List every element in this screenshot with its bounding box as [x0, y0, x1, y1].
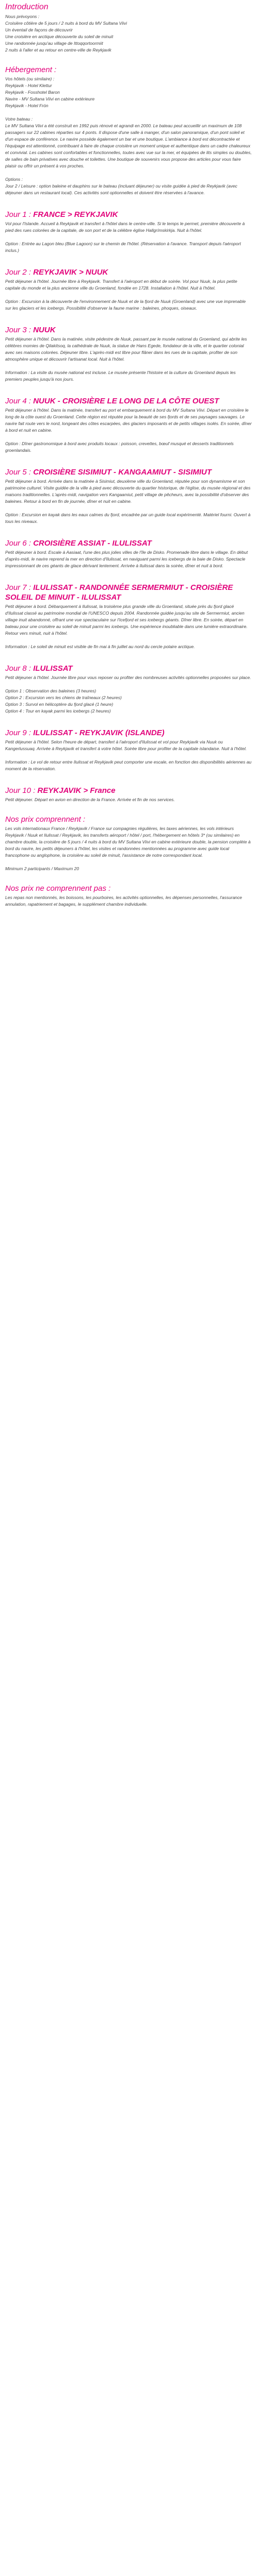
options-text: Jour 2 / Leisure : option baleine et dauphins sur le bateau (incluant déjeuner) ou visite guidée à pied de Reykjavik (avec déjeuner dans un restaurant local). Ces activités sont optionnelles et doivent être réservées à l'avance.: [5, 183, 237, 195]
lodging-line: Reykjavik - Hotel Frón: [5, 103, 49, 108]
day-heading: Jour 5 : CROISIÈRE SISIMIUT - KANGAAMIUT - SISIMIUT: [5, 468, 212, 477]
lodging-line: Reykjavik - Fosshotel Baron: [5, 90, 60, 95]
day-extra: Option 1 : Observation des baleines (3 heures) Option 2 : Excursion vers les chiens de traîneaux (2 heures) Option 3 : Survol en hélicoptère du fjord glacé (1 heure) Option 4 : Tour en kayak parmi les icebergs (2 heures): [5, 688, 122, 714]
lodging-line: Vos hôtels (ou similaire) :: [5, 76, 55, 81]
day-text: Petit déjeuner à l'hôtel. Journée libre à Reykjavik. Transfert à l'aéroport en début de soirée. Vol pour Nuuk, la plus petite capitale du monde et la plus ancienne ville du Groenland, fondée en 1728. Installation à l'hôtel. Nuit à l'hôtel.: [5, 279, 237, 291]
day-text: Petit déjeuner à l'hôtel. Dans la matinée, visite pédestre de Nuuk, passant par le musée national du Groenland, qui abrite les célèbres momies de Qilakitsoq, la cathédrale de Nuuk, la statue de Hans Egede, fondateur de la ville, et le quartier colonial avec ses maisons colorées. Déjeuner libre. L'après-midi est libre pour flâner dans les rues de la capitale, profiter de son atmosphère unique et découvrir l'artisanat local. Nuit à l'hôtel.: [5, 336, 247, 362]
lodging-title: Hébergement :: [5, 65, 57, 74]
day-heading: Jour 6 : CROISIÈRE ASSIAT - ILULISSAT: [5, 539, 152, 548]
day-text: Petit déjeuner à bord. Escale à Aasiaat, l'une des plus jolies villes de l'île de Disko. Promenade libre dans le village. En début d'après-midi, le navire reprend la mer en direction d'Ilulissat, en naviguant parmi les icebergs de la baie de Disko. Spectacle impressionnant de ces géants de glace dérivant lentement. Arrivée à Ilulissat dans la soirée, dîner et nuit à bord.: [5, 550, 248, 568]
day-extra: Option : Entrée au Lagon bleu (Blue Lagoon) sur le chemin de l'hôtel. (Réservation à l'avance. Transport depuis l'aéroport inclus.): [5, 241, 241, 253]
day-heading: Jour 4 : NUUK - CROISIÈRE LE LONG DE LA CÔTE OUEST: [5, 397, 219, 405]
day-text: Petit déjeuner. Départ en avion en direction de la France. Arrivée et fin de nos services.: [5, 797, 175, 802]
included-text: Les vols internationaux France / Reykjavik / France sur compagnies régulières, les taxes aériennes, les vols intérieurs Reykjavik / Nuuk et Ilulissat / Reykjavik, les transferts aéroport / hôtel / port, l'hébergement en hôtels 3* (ou similaires) en chambre double, la croisière de 5 jours / 4 nuits à bord du MV Sultana Viivi en cabine extérieure double, la pension complète à bord du navire, les petits déjeuners à l'hôtel, les visites et randonnées mentionnées au programme avec guide local francophone ou anglophone, la croisière au soleil de minuit, l'assistance de notre correspondant local.: [5, 826, 251, 858]
day-text: Petit déjeuner à bord. Débarquement à Ilulissat, la troisième plus grande ville du Groenland, située près du fjord glacé d'Ilulissat classé au patrimoine mondial de l'UNESCO depuis 2004. Randonnée guidée jusqu'au site de Sermermiut, ancien village inuit abandonné, offrant une vue spectaculaire sur l'Icefjord et ses icebergs géants. Dîner libre. En soirée, départ en bateau pour une croisière au soleil de minuit parmi les icebergs. Une expérience inoubliable dans une lumière extraordinaire. Retour vers minuit, nuit à l'hôtel.: [5, 604, 248, 636]
lodging-line: Navire - MV Sultana Viivi en cabine extérieure: [5, 96, 95, 101]
day-text: Petit déjeuner à l'hôtel. Dans la matinée, transfert au port et embarquement à bord du MV Sultana Viivi. Départ en croisière le long de la côte ouest du Groenland. Cette région est réputée pour la beauté de ses fjords et de ses paysages sauvages. Le navire fait route vers le nord, longeant des côtes escarpées, des glaciers imposants et de petits villages isolés. En soirée, dîner à bord et nuit en cabine.: [5, 408, 252, 433]
day-extra: Information : La visite du musée national est incluse. Le musée présente l'histoire et la culture du Groenland depuis les premiers peuples jusqu'à nos jours.: [5, 370, 236, 382]
day-heading: Jour 8 : ILULISSAT: [5, 664, 73, 673]
day-extra: Information : Le soleil de minuit est visible de fin mai à fin juillet au nord du cercle polaire arctique.: [5, 644, 195, 649]
not-included-title: Nos prix ne comprennent pas :: [5, 884, 111, 893]
day-text: Vol pour l'Islande. Accueil à Reykjavik et transfert à l'hôtel dans le centre-ville. Si le temps le permet, première découverte à pied des rues colorées de la capitale, de son port et de la célèbre église Hallgrímskirkja. Nuit à l'hôtel.: [5, 221, 245, 233]
intro-title: Introduction: [5, 3, 49, 11]
day-text: Petit déjeuner à l'hôtel. Selon l'heure de départ, transfert à l'aéroport d'Ilulissat et vol pour Reykjavik via Nuuk ou Kangerlussuaq. Arrivée à Reykjavik et transfert à votre hôtel. Soirée libre pour profiter de la capitale islandaise. Nuit à l'hôtel.: [5, 739, 247, 751]
intro-line: Nous prévoyons :: [5, 14, 40, 19]
day-heading: Jour 7 : ILULISSAT - RANDONNÉE SERMERMIUT - CROISIÈRE SOLEIL DE MINUIT - ILULISSAT: [5, 583, 233, 602]
day-heading: Jour 9 : ILULISSAT - REYKJAVIK (ISLANDE): [5, 728, 165, 737]
included-title: Nos prix comprennent :: [5, 815, 86, 824]
lodging-line: Reykjavik - Hotel Klettur: [5, 83, 52, 88]
ship-text: Le MV Sultana Viivi a été construit en 1992 puis rénové et agrandi en 2000. Le bateau peut accueillir un maximum de 108 passagers sur 22 cabines réparties sur 4 ponts. Il dispose d'une salle à manger, d'un salon panoramique, d'un pont soleil et d'un espace de conférence. Le navire possède également un bar et une boutique. L'ambiance à bord est décontractée et l'équipage est attentionné, contribuant à faire de chaque croisière un moment unique et authentique dans un cadre chaleureux et convivial. Les cabines sont confortables et fonctionnelles, toutes avec vue sur la mer, et équipées de lits simples ou doubles, de salles de bain privatives avec douche et toilettes. Une boutique de souvenirs vous propose des articles pour vous faire plaisir ou offrir un présent à vos proches.: [5, 123, 252, 168]
intro-line: Une randonnée jusqu'au village de Ittoqqortoormiit: [5, 41, 103, 46]
page: [0, 0, 258, 908]
day-text: Petit déjeuner à l'hôtel. Journée libre pour vous reposer ou profiter des nombreuses activités optionnelles proposées sur place.: [5, 675, 251, 680]
day-extra: Option : Excursion en kayak dans les eaux calmes du fjord, encadrée par un guide local expérimenté. Matériel fourni. Ouvert à tous les niveaux.: [5, 512, 251, 524]
intro-line: Une croisière en arctique découverte du soleil de minuit: [5, 34, 114, 39]
options-title: Options :: [5, 177, 23, 182]
day-heading: Jour 1 : FRANCE > REYKJAVIK: [5, 210, 118, 219]
intro-line: Un éventail de façons de découvrir: [5, 27, 73, 32]
itinerary: [5, 210, 253, 803]
day-heading: Jour 10 : REYKJAVIK > France: [5, 786, 116, 795]
ship-title: Votre bateau :: [5, 116, 33, 122]
intro-lines: [5, 13, 253, 54]
intro-line: 2 nuits à l'aller et au retour en centre-ville de Reykjavik: [5, 47, 111, 53]
day-extra: Information : Le vol de retour entre Ilulissat et Reykjavik peut comporter une escale, en fonction des disponibilités aériennes au moment de la réservation.: [5, 759, 252, 771]
included-min: Minimum 2 participants / Maximum 20: [5, 866, 79, 871]
lodging-lines: [5, 76, 253, 109]
intro-line: Croisière côtière de 5 jours / 2 nuits à bord du MV Sultana Viivi: [5, 21, 127, 26]
not-included-text: Les repas non mentionnés, les boissons, les pourboires, les activités optionnelles, les dépenses personnelles, l'assurance annulation, rapatriement et bagages, le supplément chambre individuelle.: [5, 895, 242, 907]
day-extra: Option : Excursion à la découverte de l'environnement de Nuuk et de la fjord de Nuuk (Groenland) avec une vue imprenable sur les glaciers et les icebergs. Possibilité d'observer la faune marine : baleines, phoques, oiseaux.: [5, 299, 246, 311]
day-heading: Jour 2 : REYKJAVIK > NUUK: [5, 268, 108, 277]
day-extra: Option : Dîner gastronomique à bord avec produits locaux : poisson, crevettes, bœuf musqué et desserts traditionnels groenlandais.: [5, 441, 234, 453]
day-heading: Jour 3 : NUUK: [5, 326, 56, 334]
day-text: Petit déjeuner à bord. Arrivée dans la matinée à Sisimiut, deuxième ville du Groenland, réputée pour son dynamisme et son patrimoine culturel. Visite guidée de la ville à pied avec découverte du quartier historique, de l'église, du musée régional et des maisons traditionnelles. L'après-midi, navigation vers Kangaamiut, petit village de pêcheurs, avec la possibilité d'observer des baleines. Retour à bord en fin de journée, dîner et nuit en cabine.: [5, 479, 251, 504]
